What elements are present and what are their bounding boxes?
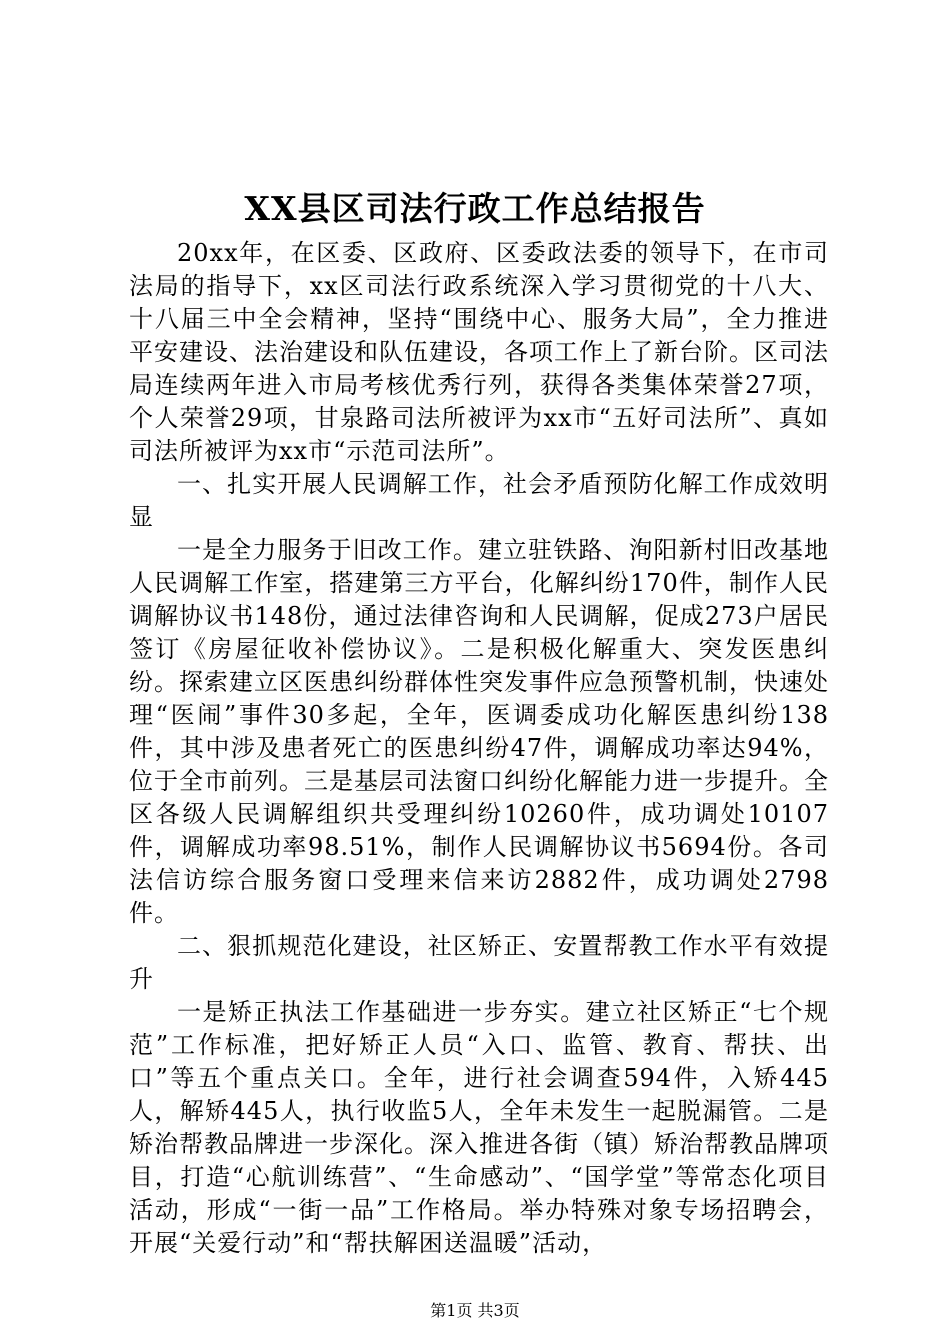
- intro-paragraph: 20xx年，在区委、区政府、区委政法委的领导下，在市司法局的指导下，xx区司法行政系统深入学习贯彻党的十八大、十八届三中全会精神，坚持“围绕中心、服务大局”，全力推进平安建设、法治建设和队伍建设，各项工作上了新台阶。区司法局连续两年进入市局考核优秀行列，获得各类集体荣誉27项，个人荣誉29项，甘泉路司法所被评为xx市“五好司法所”、真如司法所被评为xx市“示范司法所”。: [129, 239, 829, 465]
- mediation-paragraph: 一是全力服务于旧改工作。建立驻铁路、洵阳新村旧改基地人民调解工作室，搭建第三方平台，化解纠纷170件，制作人民调解协议书148份，通过法律咨询和人民调解，促成273户居民签订《房屋征收补偿协议》。二是积极化解重大、突发医患纠纷。探索建立区医患纠纷群体性突发事件应急预警机制，快速处理“医闹”事件30多起，全年，医调委成功化解医患纠纷138件，其中涉及患者死亡的医患纠纷47件，调解成功率达94%，位于全市前列。三是基层司法窗口纠纷化解能力进一步提升。全区各级人民调解组织共受理纠纷10260件，成功调处10107件，调解成功率98.51%，制作人民调解协议书5694份。各司法信访综合服务窗口受理来信来访2882件，成功调处2798件。: [129, 536, 829, 927]
- document-body: [129, 237, 829, 1260]
- correction-paragraph: 一是矫正执法工作基础进一步夯实。建立社区矫正“七个规范”工作标准，把好矫正人员“入口、监管、教育、帮扶、出口”等五个重点关口。全年，进行社会调查594件，入矫445人，解矫445人，执行收监5人，全年未发生一起脱漏管。二是矫治帮教品牌进一步深化。深入推进各街（镇）矫治帮教品牌项目，打造“心航训练营”、“生命感动”、“国学堂”等常态化项目活动，形成“一街一品”工作格局。举办特殊对象专场招聘会，开展“关爱行动”和“帮扶解困送温暖”活动，: [129, 998, 829, 1257]
- section-heading-mediation: 一、扎实开展人民调解工作，社会矛盾预防化解工作成效明显: [129, 470, 829, 531]
- section-heading-correction: 二、狠抓规范化建设，社区矫正、安置帮教工作水平有效提升: [129, 932, 829, 993]
- page-footer: 第1页 共3页: [430, 1301, 520, 1320]
- document-title: XX县区司法行政工作总结报告: [244, 189, 706, 228]
